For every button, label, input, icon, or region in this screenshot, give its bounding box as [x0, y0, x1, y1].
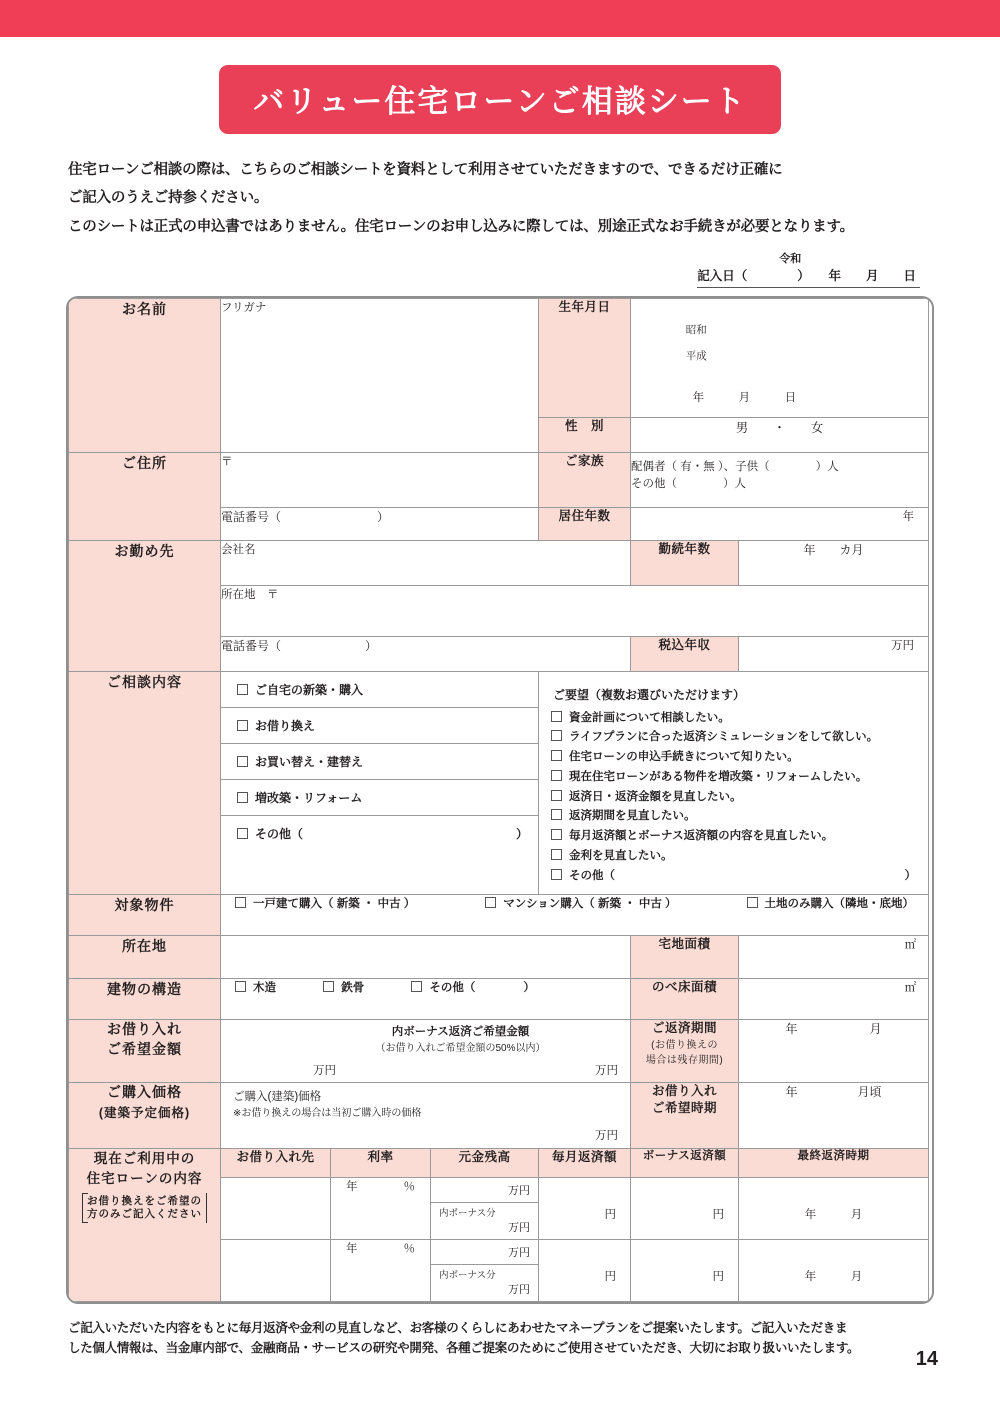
label-target-property: 対象物件 [69, 895, 221, 936]
table-row-target-property [69, 895, 929, 936]
field-income[interactable]: 万円 [739, 636, 929, 671]
birth-units: 年 月 日 [692, 391, 797, 404]
birth-era-heisei: 平成 [685, 350, 707, 363]
table-row-address [69, 452, 929, 507]
structure-option-label: 鉄骨 [341, 982, 365, 995]
field-final-2-unit: 年 月 [804, 1271, 863, 1284]
target-property-options [221, 895, 929, 936]
loan-timing-line1: お借り入れ [652, 1084, 718, 1099]
field-final-2[interactable] [739, 1240, 929, 1302]
field-tenure[interactable]: 年 カ月 [739, 540, 929, 585]
label-gender: 性 別 [539, 417, 631, 452]
label-birthdate: 生年月日 [539, 298, 631, 417]
col-header-lender: お借り入れ先 [221, 1149, 331, 1178]
field-company-tel[interactable]: 電話番号（ ） [221, 636, 631, 671]
field-company-name[interactable] [221, 540, 631, 585]
field-bonus-2[interactable] [631, 1240, 739, 1302]
repay-period-line1: ご返済期間 [652, 1021, 718, 1036]
table-row-property-location [69, 936, 929, 979]
target-option-label: 土地のみ購入（隣地・底地） [764, 898, 915, 911]
label-property-location: 所在地 [69, 936, 221, 979]
field-monthly-2-unit: 円 [604, 1271, 617, 1284]
field-bonus-2-unit: 円 [712, 1271, 725, 1284]
checkbox-icon[interactable] [551, 770, 562, 781]
checkbox-icon[interactable] [551, 790, 562, 801]
field-lender-1[interactable] [221, 1178, 331, 1240]
checkbox-icon[interactable] [323, 981, 334, 992]
table-row-consultation [69, 671, 929, 895]
requests-block [539, 671, 929, 895]
col-header-final: 最終返済時期 [739, 1149, 929, 1178]
label-loan-timing [631, 1083, 739, 1149]
request-label: 資金計画について相談したい。 [569, 711, 730, 724]
structure-option-2[interactable] [411, 982, 535, 994]
checkbox-icon[interactable] [551, 849, 562, 860]
request-label: 返済日・返済金額を見直したい。 [569, 790, 742, 803]
field-gender[interactable]: 男 ・ 女 [631, 417, 929, 452]
bonus-amount-unit: 万円 [595, 1065, 619, 1078]
bonus-part-unit: 万円 [508, 1284, 531, 1297]
field-monthly-1[interactable] [539, 1178, 631, 1240]
furigana-label: フリガナ [221, 301, 267, 314]
postal-mark: 〒 [221, 455, 233, 468]
target-option-1[interactable] [485, 895, 676, 911]
checkbox-icon[interactable] [237, 828, 248, 839]
field-final-1[interactable] [739, 1178, 929, 1240]
bonus-part-label: 内ボーナス分 [439, 1270, 496, 1282]
field-principal-bonus-2[interactable] [431, 1265, 539, 1302]
bonus-repay-title: 内ボーナス返済ご希望金額 [391, 1026, 530, 1039]
consult-option-3[interactable] [221, 780, 538, 816]
request-item-6[interactable] [551, 827, 916, 847]
table-row-purchase-price [69, 1083, 929, 1149]
footer-line-1: ご記入いただいた内容をもとに毎月返済や金利の見直しなど、お客様のくらしにあわせたマネープランをご提案いたします。ご記入いただきま [68, 1321, 848, 1336]
loan-amount-unit: 万円 [313, 1065, 336, 1078]
table-row-loan-amount [69, 1020, 929, 1083]
consult-option-label: 増改築・リフォーム [255, 790, 363, 805]
label-name: お名前 [69, 298, 221, 452]
field-company-location[interactable] [221, 585, 929, 636]
consult-option-paren-close: ） [516, 826, 529, 841]
request-item-other[interactable] [551, 867, 916, 887]
consult-option-label: ご自宅の新築・購入 [255, 682, 364, 697]
repay-period-line3: 場合は残存期間) [645, 1055, 724, 1067]
structure-options [221, 979, 631, 1020]
request-item-4[interactable] [551, 788, 916, 808]
consult-option-2[interactable] [221, 744, 538, 780]
current-loan-note-line1: お借り換えをご希望の [87, 1194, 202, 1207]
request-label: 金利を見直したい。 [569, 849, 673, 862]
target-option-label: マンション購入（ 新築 ・ 中古 ） [503, 898, 677, 911]
checkbox-icon[interactable] [237, 792, 248, 803]
family-spouse-children: 配偶者（ 有・無 ）、子供（ ）人 [631, 460, 839, 473]
request-item-1[interactable] [551, 728, 916, 748]
label-family: ご家族 [539, 452, 631, 507]
field-property-location[interactable] [221, 936, 631, 979]
intro-line-1: 住宅ローンご相談の際は、こちらのご相談シートを資料として利用させていただきますので、できるだけ正確に [68, 162, 783, 178]
field-repay-period[interactable]: 年 月 [739, 1020, 929, 1083]
consult-option-4[interactable] [221, 816, 538, 851]
field-loan-amount[interactable] [221, 1020, 631, 1083]
checkbox-icon[interactable] [551, 829, 562, 840]
checkbox-icon[interactable] [485, 897, 496, 908]
request-label: 返済期間を見直したい。 [569, 810, 696, 823]
field-purchase-price[interactable] [221, 1083, 631, 1149]
purchase-price-label-line1: ご購入価格 [107, 1084, 182, 1101]
structure-option-label: その他（ [429, 982, 476, 995]
bonus-repay-note: （お借り入れご希望金額の50%以内） [375, 1043, 546, 1055]
field-name[interactable] [221, 298, 539, 452]
request-label: ライフプランに合った返済シミュレーションをして欲しい。 [569, 731, 879, 744]
label-employer: お勤め先 [69, 540, 221, 671]
checkbox-icon[interactable] [551, 869, 562, 880]
checkbox-icon[interactable] [411, 981, 422, 992]
form-table-wrapper [66, 296, 934, 1305]
loan-timing-line2: ご希望時期 [652, 1101, 718, 1116]
field-lender-2[interactable] [221, 1240, 331, 1302]
request-item-0[interactable] [551, 709, 916, 729]
footer-line-2: した個人情報は、当金庫内部で、金融商品・サービスの研究や開発、各種ご提案のためにご使用させていただき、大切にお取り扱いいたします。 [68, 1341, 860, 1356]
structure-option-label: 木造 [253, 982, 276, 995]
request-item-7[interactable] [551, 847, 916, 867]
intro-line-2: ご記入のうえご持参ください。 [68, 190, 269, 207]
field-land-area[interactable]: ㎡ [739, 936, 929, 979]
checkbox-icon[interactable] [551, 730, 562, 741]
field-residence-years[interactable]: 年 [631, 507, 929, 540]
field-principal-2[interactable]: 万円 [431, 1240, 539, 1265]
consult-option-label: その他（ [255, 826, 304, 841]
consult-option-0[interactable] [221, 672, 538, 708]
form-table [68, 298, 929, 1303]
target-option-2[interactable] [747, 895, 915, 911]
label-residence-years: 居住年数 [539, 507, 631, 540]
field-bonus-1[interactable] [631, 1178, 739, 1240]
field-birthdate[interactable] [631, 298, 929, 417]
label-current-loan [69, 1149, 221, 1302]
field-principal-1[interactable]: 万円 [431, 1178, 539, 1203]
request-label: 住宅ローンの申込手続きについて知りたい。 [569, 751, 799, 764]
request-item-2[interactable] [551, 748, 916, 768]
field-principal-bonus-1[interactable] [431, 1203, 539, 1240]
consult-option-1[interactable] [221, 708, 538, 744]
field-rate-1[interactable]: 年 ％ [331, 1178, 431, 1240]
requests-title: ご要望（複数お選びいただけます） [553, 687, 746, 702]
col-header-rate: 利率 [331, 1149, 431, 1178]
purchase-price-label-line2: (建築予定価格) [98, 1106, 191, 1120]
bonus-part-label: 内ボーナス分 [439, 1208, 496, 1220]
field-monthly-2[interactable] [539, 1240, 631, 1302]
checkbox-icon[interactable] [551, 809, 562, 820]
table-row-employer-company [69, 540, 929, 585]
label-address: ご住所 [69, 452, 221, 540]
company-location-label: 所在地 〒 [221, 588, 279, 601]
purchase-price-title: ご購入(建築)価格 [233, 1091, 322, 1104]
table-row-structure [69, 979, 929, 1020]
company-name-label: 会社名 [221, 543, 256, 556]
entry-date-line [0, 253, 920, 288]
intro-text [68, 156, 932, 241]
current-loan-label-line1: 現在ご利用中の [93, 1151, 196, 1167]
checkbox-icon[interactable] [235, 981, 246, 992]
label-loan-amount [69, 1020, 221, 1083]
repay-period-line2: (お借り換えの [651, 1039, 718, 1051]
current-loan-note-line2: 方のみご記入ください [87, 1207, 202, 1220]
field-final-1-unit: 年 月 [804, 1209, 863, 1222]
title-container [0, 65, 1000, 134]
entry-date-field[interactable]: 記入日（ ） 年 月 日 [697, 265, 920, 288]
intro-line-3: このシートは正式の申込書ではありません。住宅ローンのお申し込みに際しては、別途正式なお手続きが必要となります。 [68, 218, 854, 235]
field-rate-2[interactable]: 年 ％ [331, 1240, 431, 1302]
family-other: その他（ ）人 [631, 477, 747, 490]
request-paren-close: ） [904, 869, 917, 882]
checkbox-icon[interactable] [237, 720, 248, 731]
field-address-tel[interactable]: 電話番号（ ） [221, 507, 539, 540]
birth-era-showa: 昭和 [685, 324, 707, 337]
field-bonus-1-unit: 円 [712, 1209, 725, 1222]
purchase-price-unit: 万円 [595, 1130, 619, 1143]
label-income: 税込年収 [631, 636, 739, 671]
checkbox-icon[interactable] [235, 897, 246, 908]
table-row-name [69, 298, 929, 417]
loan-amount-label-line2: ご希望金額 [107, 1041, 182, 1057]
purchase-price-note: ※お借り換えの場合は当初ご購入時の価格 [233, 1108, 422, 1120]
bonus-part-unit: 万円 [508, 1222, 531, 1235]
current-loan-label-line2: 住宅ローンの内容 [86, 1170, 203, 1186]
label-land-area: 宅地面積 [631, 936, 739, 979]
label-tenure: 勤続年数 [631, 540, 739, 585]
request-item-3[interactable] [551, 768, 916, 788]
structure-option-1[interactable] [323, 982, 364, 994]
label-repay-period [631, 1020, 739, 1083]
request-label: 毎月返済額とボーナス返済額の内容を見直したい。 [569, 830, 834, 843]
page-number: 14 [915, 1348, 938, 1370]
target-option-0[interactable] [235, 895, 415, 911]
checkbox-icon[interactable] [747, 897, 758, 908]
label-purchase-price [69, 1083, 221, 1149]
checkbox-icon[interactable] [237, 684, 248, 695]
top-red-band [0, 0, 1000, 37]
field-address[interactable] [221, 452, 539, 507]
request-label: その他（ [569, 869, 616, 882]
field-family[interactable] [631, 452, 929, 507]
field-loan-timing[interactable]: 年 月頃 [739, 1083, 929, 1149]
structure-paren-close: ） [523, 982, 535, 995]
page-title: バリュー住宅ローンご相談シート [219, 65, 780, 134]
request-item-5[interactable] [551, 807, 916, 827]
structure-option-0[interactable] [235, 982, 276, 994]
label-consultation: ご相談内容 [69, 671, 221, 895]
label-structure: 建物の構造 [69, 979, 221, 1020]
field-monthly-1-unit: 円 [604, 1209, 617, 1222]
page-body [0, 37, 1000, 1358]
loan-amount-label-line1: お借り入れ [107, 1021, 182, 1038]
current-loan-note [82, 1193, 207, 1223]
consultation-options [221, 671, 539, 895]
target-option-label: 一戸建て購入（ 新築 ・ 中古 ） [253, 898, 416, 911]
col-header-bonus: ボーナス返済額 [631, 1149, 739, 1178]
checkbox-icon[interactable] [551, 711, 562, 722]
footer-note [68, 1318, 932, 1358]
field-floor-area[interactable]: ㎡ [739, 979, 929, 1020]
request-label: 現在住宅ローンがある物件を増改築・リフォームしたい。 [569, 770, 868, 783]
checkbox-icon[interactable] [551, 750, 562, 761]
consult-option-label: お借り換え [255, 718, 316, 733]
checkbox-icon[interactable] [237, 756, 248, 767]
label-floor-area: のべ床面積 [631, 979, 739, 1020]
era-label: 令和 [779, 252, 802, 265]
table-row-current-loan-header [69, 1149, 929, 1178]
consult-option-label: お買い替え・建替え [255, 754, 364, 769]
col-header-monthly: 毎月返済額 [539, 1149, 631, 1178]
col-header-principal: 元金残高 [431, 1149, 539, 1178]
